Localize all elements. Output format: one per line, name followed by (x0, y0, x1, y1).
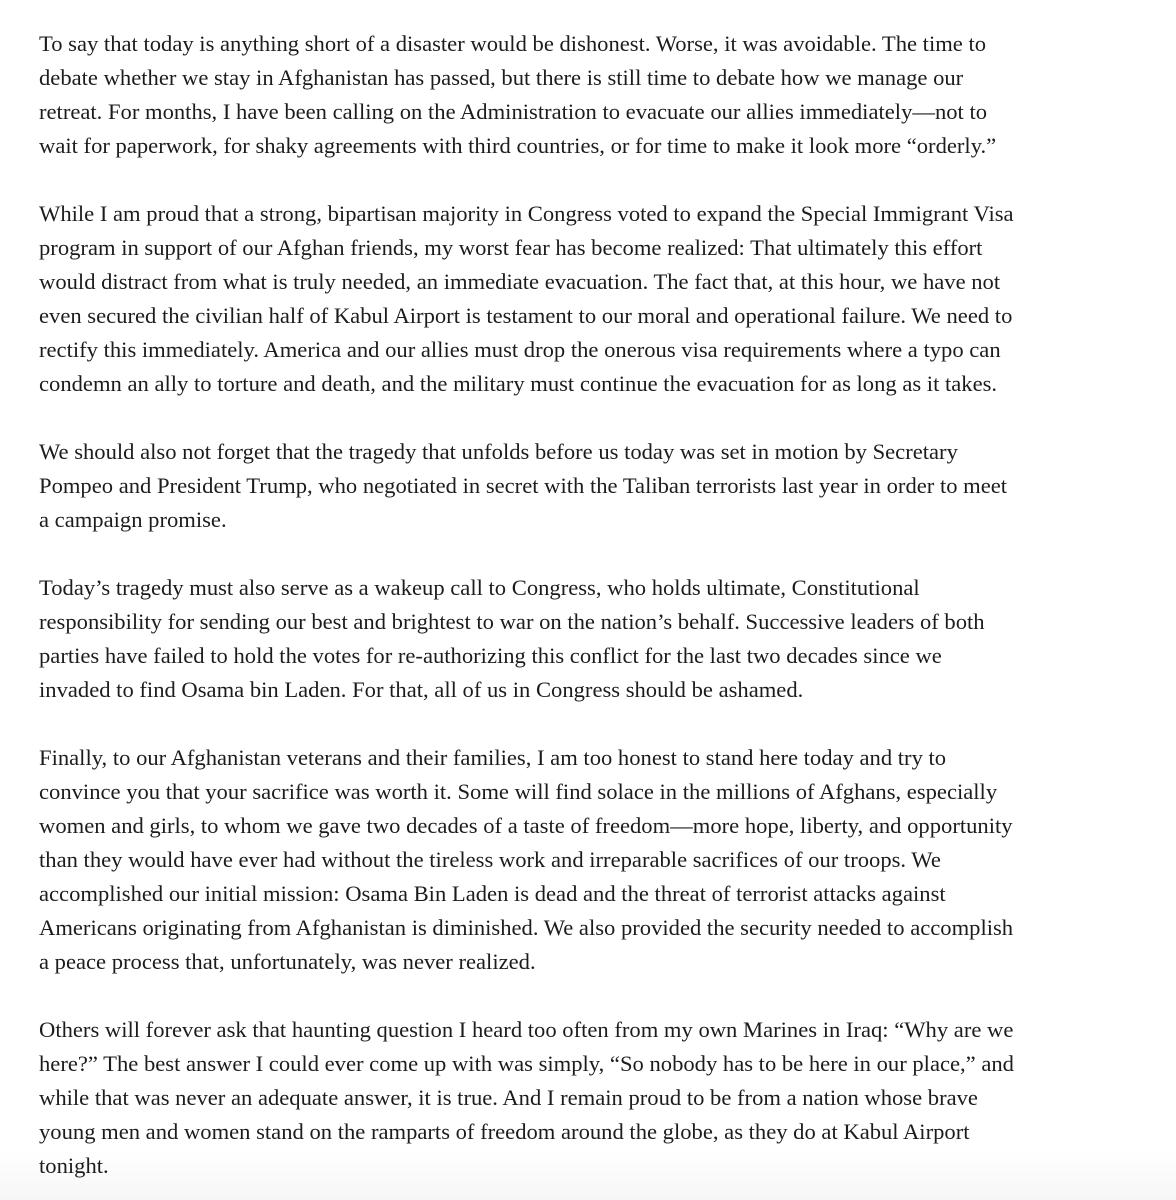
text-line: a peace process that, unfortunately, was never realized. (39, 949, 536, 974)
text-line: invaded to find Osama bin Laden. For that, all of us in Congress should be ashamed. (39, 677, 804, 702)
paragraph-tragedy-origin (39, 435, 1151, 537)
text-line: Finally, to our Afghanistan veterans and their families, I am too honest to stand here today and try to (39, 745, 947, 770)
paragraph-why-are-we-here (39, 1013, 1151, 1183)
text-line: We should also not forget that the tragedy that unfolds before us today was set in motion by Secretary (39, 439, 958, 464)
statement-text (39, 27, 1151, 1183)
text-line: program in support of our Afghan friends, my worst fear has become realized: That ultimately this effort (39, 235, 983, 260)
text-line: a campaign promise. (39, 507, 227, 532)
text-line: convince you that your sacrifice was worth it. Some will find solace in the millions of Afghans, especially (39, 779, 998, 804)
text-line: wait for paperwork, for shaky agreements with third countries, or for time to make it look more “orderly.” (39, 133, 997, 158)
text-line: tonight. (39, 1153, 109, 1178)
text-line: Americans originating from Afghanistan is diminished. We also provided the security needed to accomplish (39, 915, 1014, 940)
text-line: rectify this immediately. America and our allies must drop the onerous visa requirements where a typo can (39, 337, 1001, 362)
text-line: accomplished our initial mission: Osama Bin Laden is dead and the threat of terrorist attacks against (39, 881, 946, 906)
text-line: Others will forever ask that haunting question I heard too often from my own Marines in Iraq: “Why are we (39, 1017, 1014, 1042)
text-line: Today’s tragedy must also serve as a wakeup call to Congress, who holds ultimate, Constitutional (39, 575, 920, 600)
text-line: would distract from what is truly needed, an immediate evacuation. The fact that, at this hour, we have not (39, 269, 1001, 294)
text-line: women and girls, to whom we gave two decades of a taste of freedom—more hope, liberty, and opportunity (39, 813, 1013, 838)
paragraph-veterans (39, 741, 1151, 979)
text-line: To say that today is anything short of a disaster would be dishonest. Worse, it was avoidable. The time to (39, 31, 987, 56)
text-line: responsibility for sending our best and brightest to war on the nation’s behalf. Successive leaders of both (39, 609, 985, 634)
text-line: here?” The best answer I could ever come up with was simply, “So nobody has to be here in our place,” and (39, 1051, 1014, 1076)
paragraph-visa-program (39, 197, 1151, 401)
text-line: while that was never an adequate answer, it is true. And I remain proud to be from a nation whose brave (39, 1085, 978, 1110)
text-line: debate whether we stay in Afghanistan has passed, but there is still time to debate how we manage our (39, 65, 964, 90)
text-line: While I am proud that a strong, bipartisan majority in Congress voted to expand the Special Immigrant Visa (39, 201, 1014, 226)
text-line: even secured the civilian half of Kabul Airport is testament to our moral and operational failure. We need to (39, 303, 1013, 328)
text-line: young men and women stand on the ramparts of freedom around the globe, as they do at Kabul Airport (39, 1119, 970, 1144)
text-line: retreat. For months, I have been calling on the Administration to evacuate our allies immediately—not to (39, 99, 988, 124)
paragraph-congress-wakeup (39, 571, 1151, 707)
text-line: Pompeo and President Trump, who negotiated in secret with the Taliban terrorists last year in order to meet (39, 473, 1008, 498)
text-line: condemn an ally to torture and death, and the military must continue the evacuation for as long as it takes. (39, 371, 998, 396)
text-line: than they would have ever had without the tireless work and irreparable sacrifices of our troops. We (39, 847, 941, 872)
text-line: parties have failed to hold the votes for re-authorizing this conflict for the last two decades since we (39, 643, 942, 668)
paragraph-disaster (39, 27, 1151, 163)
